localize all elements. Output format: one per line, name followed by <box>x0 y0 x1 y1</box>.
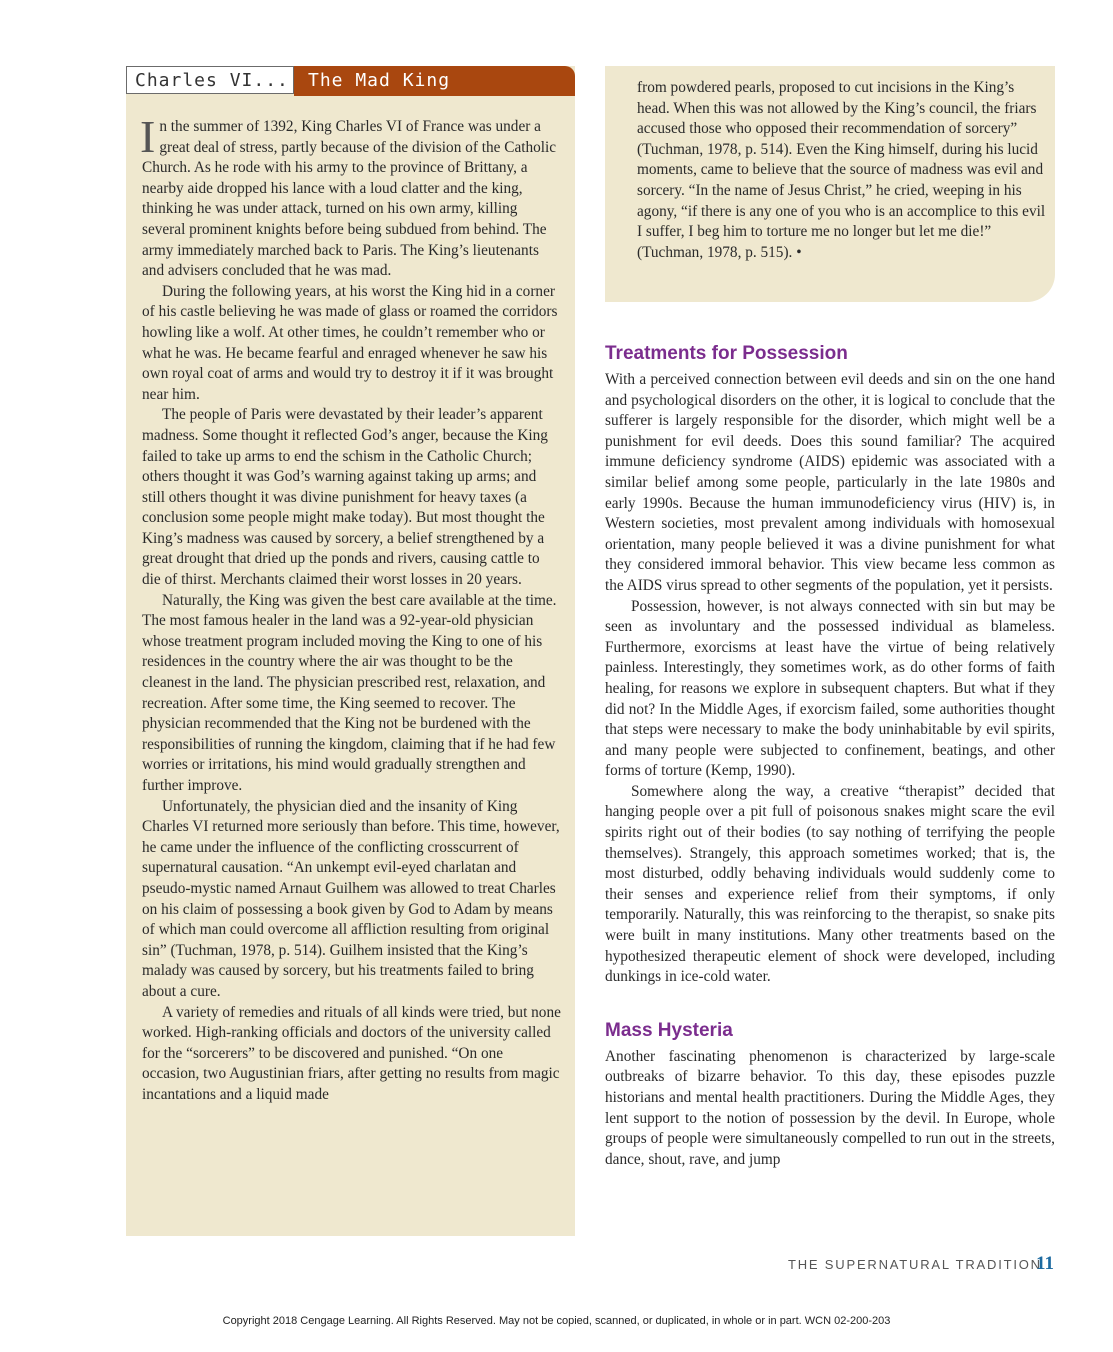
sidebar-paragraph: Naturally, the King was given the best care available at the time. The most famous healer in the land was a 92-year-old physician whose treatment program included moving the King to one of his residences in the country where the air was thought to be the cleanest in the land. The physician prescribed rest, relaxation, and recreation. After some time, the King seemed to recover. The physician recommended that the King not be burdened with the responsibilities of running the kingdom, claiming that if he had few worries or irritations, his mind would gradually strengthen and further improve. <box>142 591 557 794</box>
running-head: THE SUPERNATURAL TRADITION <box>788 1257 1042 1272</box>
section-heading-treatments: Treatments for Possession <box>605 343 848 364</box>
sidebar-paragraph: The people of Paris were devastated by their leader’s apparent madness. Some thought it reflected God’s anger, because the King failed to take up arms to end the schism in the Catholic Church; others thought it was God’s warning against taking up arms; and still others thought it was divine punishment for heavy taxes (a conclusion some people might make today). But most thought the King’s madness was caused by sorcery, a belief strengthened by a great drought that dried up the ponds and rivers, causing cattle to die of thirst. Merchants claimed their worst losses in 20 years. <box>142 406 548 589</box>
drop-cap: I <box>140 111 156 162</box>
sidebar-title-right: The Mad King <box>294 66 575 96</box>
body-paragraph: With a perceived connection between evil deeds and sin on the one hand and psychological disorders on the other, it is logical to conclude that the sufferer is largely responsible for the disorder, which might well be a punishment for evil deeds. Does this sound familiar? The acquired immune deficiency syndrome (AIDS) epidemic was associated with a similar belief among some people, particularly in the late 1980s and early 1990s. Because the human immunodeficiency virus (HIV) is, in Western societies, most prevalent among individuals with homosexual orientation, many people believed it was a divine punishment for what they considered immoral behavior. This view became less common as the AIDS virus spread to other segments of the population, yet it persists. <box>605 371 1055 594</box>
section-heading-mass-hysteria: Mass Hysteria <box>605 1019 733 1041</box>
sidebar-paragraph: Unfortunately, the physician died and the insanity of King Charles VI returned more seriously than before. This time, however, he came under the influence of the conflicting crosscurrent of supernatural causation. “An unkempt evil-eyed charlatan and pseudo-mystic named Arnaut Guilhem was allowed to treat Charles on his claim of possessing a book given by God to Adam by means of which man could overcome all affliction resulting from original sin” (Tuchman, 1978, p. 514). Guilhem insisted that the King’s malady was caused by sorcery, but his treatments failed to bring about a cure. <box>142 797 560 1000</box>
sidebar-box <box>126 66 575 1236</box>
copyright-notice: Copyright 2018 Cengage Learning. All Rights Reserved. May not be copied, scanned, or duplicated, in whole or in part. WCN 02-200-203 <box>222 1315 891 1327</box>
sidebar-paragraph <box>140 111 562 282</box>
section-spacer <box>605 988 1055 1018</box>
sidebar-paragraph: During the following years, at his worst the King hid in a corner of his castle believing he was made of glass or roamed the corridors howling like a wolf. At other times, he couldn’t remember who or what he was. He became fearful and enraged whenever he saw his own royal coat of arms and would try to destroy it if it was brought near him. <box>142 282 558 403</box>
sidebar-paragraph-text: n the summer of 1392, King Charles VI of France was under a great deal of stress, partly because of the division of the Catholic Church. As he rode with his army to the province of Brittany, a nearby aide dropped his lance with a loud clatter and the king, thinking he was under attack, turned on his own army, killing several prominent knights before being subdued from behind. The army immediately marched back to Paris. The King’s lieutenants and advisers concluded that he was mad. <box>142 118 557 280</box>
body-paragraph: Possession, however, is not always connected with sin but may be seen as involuntary and the possessed individual as blameless. Furthermore, exorcisms at least have the virtue of being relatively painless. Interestingly, they sometimes work, as do other forms of faith healing, for reasons we explore in subsequent chapters. But what if they did not? In the Middle Ages, if exorcism failed, some authorities thought that steps were necessary to make the body uninhabitable by evil spirits, and many people were subjected to confinement, beatings, and other forms of torture (Kemp, 1990). <box>605 597 1055 780</box>
page-number: 11 <box>1036 1253 1054 1274</box>
body-paragraph: Another fascinating phenomenon is characterized by large-scale outbreaks of bizarre behavior. To this day, these episodes puzzle historians and mental health practitioners. During the Middle Ages, they lent support to the notion of possession by the devil. In Europe, whole groups of people were simultaneously compelled to run out in the streets, dance, shout, rave, and jump <box>605 1047 1055 1168</box>
sidebar-continuation-box <box>605 66 1055 302</box>
body-paragraph: Somewhere along the way, a creative “therapist” decided that hanging people over a pit full of poisonous snakes might scare the evil spirits right out of their bodies (to say nothing of terrifying the people themselves). Strangely, this approach sometimes worked; that is, the most disturbed, oddly behaving individuals would suddenly come to their senses and experience relief from their symptoms, if only temporarily. Naturally, this was reinforcing to the therapist, so snake pits were built in many institutions. Many other treatments based on the hypothesized therapeutic element of shock were developed, including dunkings in ice-cold water. <box>605 782 1055 986</box>
main-column <box>605 341 1055 1170</box>
sidebar-paragraph: A variety of remedies and rituals of all kinds were tried, but none worked. High-ranking officials and doctors of the university called for the “sorcerers” to be discovered and punished. “On one occasion, two Augustinian friars, after getting no results from magic incantations and a liquid made <box>142 1003 561 1103</box>
sidebar-body <box>140 111 562 1106</box>
sidebar-title <box>126 66 575 96</box>
sidebar-continuation-text: from powdered pearls, proposed to cut incisions in the King’s head. When this was not allowed by the King’s council, the friars accused those who opposed their recommendation of sorcery” (Tuchman, 1978, p. 514). Even the King himself, during his lucid moments, came to believe that the source of madness was evil and sorcery. “In the name of Jesus Christ,” he cried, weeping in his agony, “if there is any one of you who is an accomplice to this evil I suffer, I beg him to torture me no longer but let me die!” (Tuchman, 1978, p. 515). • <box>637 79 1046 261</box>
sidebar-title-left: Charles VI... <box>126 66 294 94</box>
